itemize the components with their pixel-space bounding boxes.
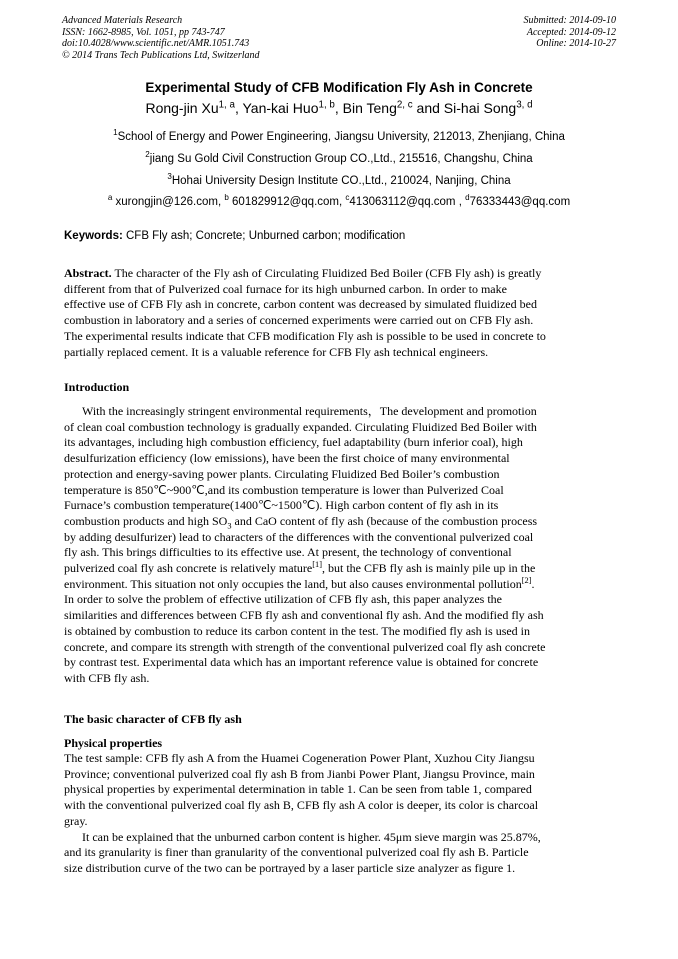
paper-title: Experimental Study of CFB Modification Fly Ash in Concrete [145, 80, 533, 95]
intro-line: environment. This situation not only occupies the land, but also causes environmental pollution[2]. [64, 575, 535, 591]
submitted-date: Submitted: 2014-09-10 [523, 15, 616, 26]
intro-line: its advantages, including high combustion efficiency, fuel adaptability (burn inferior coal), high [64, 435, 523, 450]
intro-line: fly ash. This brings difficulties to its effective use. At present, the technology of conventional [64, 545, 512, 560]
physical-properties-body [64, 751, 613, 877]
physical-line: physical properties by experimental determination in table 1. Can be seen from table 1, compared [64, 782, 532, 797]
intro-line: With the increasingly stringent environmental requirements，The development and promotion [82, 404, 537, 418]
physical-line: Province; conventional pulverized coal fly ash B from Jianbi Power Plant, Jiangsu Province, main [64, 766, 535, 781]
introduction-body [64, 404, 613, 687]
affiliation-1: $^1$School of Energy and Power Engineering, Jiangsu University, 212013, Zhenjiang, China [113, 128, 565, 143]
intro-line: pulverized coal fly ash concrete is relatively mature[1], but the CFB fly ash is mainly pile up in the [64, 560, 536, 576]
online-date: Online: 2014-10-27 [536, 38, 616, 49]
introduction-heading: Introduction [64, 380, 130, 394]
physical-line: and its granularity is finer than granularity of the conventional pulverized coal fly ash B. Particle [64, 845, 529, 860]
intro-line: with CFB fly ash. [64, 670, 150, 685]
physical-line: It can be explained that the unburned carbon content is higher. 45μm sieve margin was 25.87%, [82, 829, 541, 844]
physical-line: size distribution curve of the two can be portrayed by a laser particle size analyzer as figure 1. [64, 860, 516, 875]
physical-line: The test sample: CFB fly ash A from the Huamei Cogeneration Power Plant, Xuzhou City Jiangsu [64, 751, 535, 765]
physical-line: with the conventional pulverized coal fly ash B, CFB fly ash A color is deeper, its color is charcoal [64, 798, 539, 813]
abstract-line: Abstract. The character of the Fly ash of Circulating Fluidized Bed Boiler (CFB Fly ash) is greatly [64, 266, 542, 280]
doi-line: doi:10.4028/www.scientific.net/AMR.1051.743 [62, 38, 250, 49]
keywords-text: CFB Fly ash; Concrete; Unburned carbon; modification [122, 230, 406, 242]
section-heading-basic-character: The basic character of CFB fly ash [64, 712, 242, 726]
author: Bin Teng$^{2, c}$ and [342, 99, 444, 116]
dates-header [524, 15, 617, 50]
journal-header [62, 15, 260, 61]
author: Si-hai Song$^{3, d}$ [443, 99, 533, 116]
journal-name: Advanced Materials Research [62, 15, 183, 26]
abstract-line: different from that of Pulverized coal furnace for its high unburned carbon. In order to make [64, 281, 507, 296]
author-emails: $^a$ xurongjin@126.com, $^b$ 601829912@qq.com, $^c$413063112@qq.com , $^d$76333443@qq.com [107, 193, 571, 208]
intro-line: similarities and differences between CFB fly ash and conventional fly ash. And the modified fly ash [64, 608, 544, 623]
intro-line: of clean coal combustion technology is gradually expanded. Circulating Fluidized Bed Boiler with [64, 419, 537, 434]
abstract-line: partially replaced cement. It is a valuable reference for CFB Fly ash technical engineers. [64, 344, 489, 359]
abstract-line: effective use of CFB Fly ash in concrete, carbon content was decreased by simulated fluidized bed [64, 297, 537, 312]
affiliation-3: $^3$Hohai University Design Institute CO.,Ltd., 210024, Nanjing, China [167, 172, 511, 187]
keywords-label: Keywords: [64, 230, 123, 242]
author-list [0, 100, 678, 116]
intro-line: protection and energy-saving power plants. Circulating Fluidized Bed Boiler’s combustion [64, 466, 500, 481]
accepted-date: Accepted: 2014-09-12 [526, 26, 616, 38]
abstract-line: The experimental results indicate that CFB modification Fly ash is possible to be used in concrete to [64, 328, 546, 343]
issn-line: ISSN: 1662-8985, Vol. 1051, pp 743-747 [62, 26, 225, 38]
keywords [64, 230, 405, 242]
affiliation-2: $^2$jiang Su Gold Civil Construction Group CO.,Ltd., 215516, Changshu, China [145, 150, 533, 165]
abstract-label: Abstract. [64, 266, 112, 280]
author: Rong-jin Xu$^{1, a}$, [145, 99, 243, 116]
intro-line: desulfurization efficiency (low emissions), have been the first choice of many environmental [64, 451, 510, 466]
physical-line: gray. [64, 813, 88, 828]
intro-line: In order to solve the problem of effective utilization of CFB fly ash, this paper analyzes the [64, 592, 502, 607]
abstract-line: combustion in laboratory and a series of concerned experiments were carried out on CFB Fly ash. [64, 313, 534, 328]
intro-line: by adding desulfurizer) lead to characters of the differences with the conventional pulverized coal [64, 529, 534, 544]
intro-line: combustion products and high $SO_3$ and CaO content of fly ash (because of the combustion process [64, 513, 538, 531]
author: Yan-kai Huo$^{1, b}$, [242, 99, 343, 116]
abstract [64, 266, 613, 360]
intro-line: concrete, and compare its strength with strength of the conventional pulverized coal fly ash concrete [64, 639, 546, 654]
intro-line: Furnace’s combustion temperature(1400℃~1500℃). High carbon content of fly ash in its [64, 498, 499, 513]
intro-line: is obtained by combustion to reduce its carbon content in the test. The modified fly ash is used in [64, 623, 531, 638]
intro-line: by contrast test. Experimental data which has an important reference value is obtained for concrete [64, 655, 539, 670]
copyright-line: © 2014 Trans Tech Publications Ltd, Switzerland [62, 49, 260, 61]
physical-properties-heading: Physical properties [64, 736, 163, 750]
intro-line: temperature is 850℃~900℃,and its combustion temperature is lower than Pulverized Coal [64, 482, 504, 497]
